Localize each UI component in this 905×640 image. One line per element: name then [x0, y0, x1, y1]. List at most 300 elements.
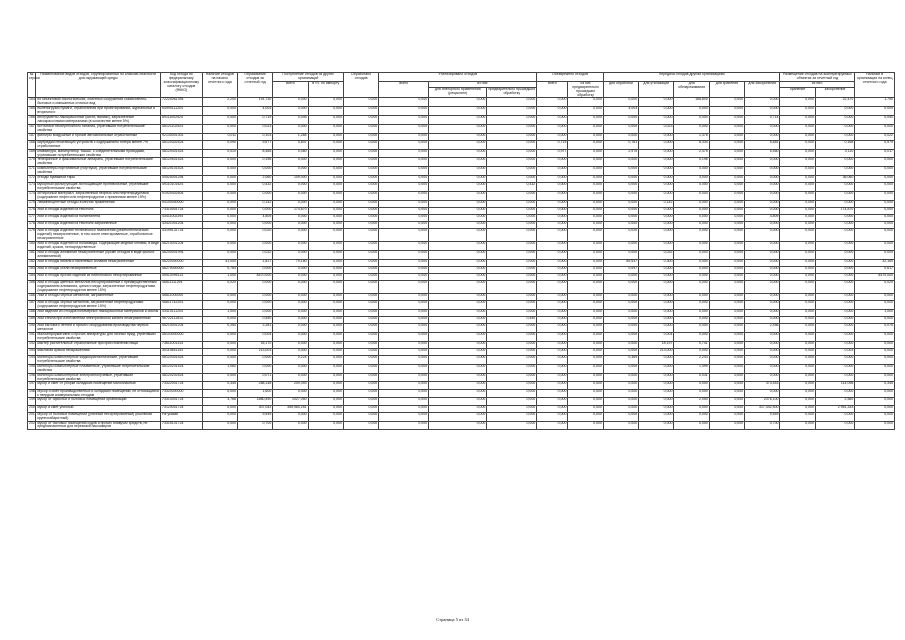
table-cell: 0,000 [674, 107, 709, 116]
table-cell: 0,000 [568, 183, 603, 192]
table-cell: 2,200 [202, 98, 237, 107]
table-cell: 355,960,251 [273, 405, 308, 412]
table-cell: 0,000 [429, 183, 487, 192]
table-cell: 0,000 [603, 200, 638, 207]
table-cell: 0,000 [487, 356, 537, 365]
table-cell: 0,000 [237, 167, 272, 176]
table-cell: 0,000 [568, 140, 603, 149]
fkko-code-cell: 72220061394 [161, 98, 203, 107]
table-cell: 1,376 [674, 133, 709, 140]
table-cell: 0,000 [855, 373, 895, 382]
fkko-code-cell: 49110101524 [161, 183, 203, 192]
table-cell: 0,000 [855, 250, 895, 259]
fkko-code-cell: 43421001204 [161, 222, 203, 229]
table-cell: 0,000 [273, 192, 308, 201]
table-cell: 0,090 [202, 140, 237, 149]
table-cell: 2 951,333 [815, 405, 855, 412]
row-number-cell: 166 [28, 116, 36, 125]
table-cell: 0,000 [308, 207, 343, 214]
row-number-cell: 174 [28, 192, 36, 201]
table-cell: 0,000 [568, 192, 603, 201]
table-cell: 0,000 [815, 281, 855, 294]
table-cell: 0,000 [429, 242, 487, 251]
table-cell: 0,000 [780, 133, 815, 140]
table-cell: 0,075 [855, 324, 895, 333]
table-cell: 4,003 [237, 107, 272, 116]
table-cell: 0,000 [429, 116, 487, 125]
table-cell: 0,000 [237, 242, 272, 251]
table-cell: 0,000 [487, 421, 537, 430]
table-cell: 0,000 [603, 364, 638, 373]
table-cell: 0,000 [202, 207, 237, 214]
waste-name-cell: источники бесперебойного питания, утратившие потребительские свойства [36, 124, 161, 133]
table-cell: 0,000 [780, 389, 815, 398]
table-cell: 0,000 [537, 309, 568, 316]
table-cell: 174,870 [273, 207, 308, 214]
table-cell: 0,000 [745, 301, 780, 310]
table-cell: 0,000 [202, 229, 237, 242]
table-cell: 0,000 [745, 341, 780, 348]
table-row [28, 412, 895, 421]
table-cell: 0,000 [709, 382, 744, 389]
table-cell: 0,000 [237, 281, 272, 294]
table-cell: 0,000 [815, 124, 855, 133]
table-row [28, 348, 895, 355]
table-cell: 0,000 [202, 250, 237, 259]
table-cell: 0,000 [639, 176, 674, 183]
table-cell: 109,000 [273, 176, 308, 183]
table-cell: 0,000 [237, 309, 272, 316]
table-cell: 0,000 [273, 250, 308, 259]
table-row [28, 398, 895, 405]
table-cell: 0,020 [237, 229, 272, 242]
table-cell: 0,000 [674, 215, 709, 222]
table-cell: 0,000 [308, 200, 343, 207]
table-row [28, 158, 895, 167]
table-cell: 1,000 [855, 309, 895, 316]
table-cell: 0,000 [674, 316, 709, 323]
table-cell: 0,000 [379, 301, 429, 310]
table-cell: 5,460 [745, 149, 780, 158]
table-cell: 0,000 [487, 242, 537, 251]
table-cell: 0,000 [308, 421, 343, 430]
table-cell: 0,000 [709, 324, 744, 333]
table-cell: 0,000 [379, 192, 429, 201]
table-cell: 0,000 [780, 192, 815, 201]
table-cell: 0,000 [237, 301, 272, 310]
row-number-cell: 181 [28, 250, 36, 259]
table-cell: 0,000 [273, 301, 308, 310]
table-cell: 0,000 [308, 222, 343, 229]
table-cell: 0,000 [745, 176, 780, 183]
table-cell: 0,000 [815, 259, 855, 266]
table-cell: 0,000 [429, 356, 487, 365]
table-cell: 0,000 [202, 332, 237, 341]
table-cell: 0,031 [674, 373, 709, 382]
table-cell: 0,000 [429, 309, 487, 316]
row-number-cell: 183 [28, 266, 36, 273]
fkko-code-cell: 48120301524 [161, 356, 203, 365]
fkko-code-cell: 48120401524 [161, 149, 203, 158]
table-cell: 0,000 [343, 222, 378, 229]
fkko-code-cell: 55210001204 [161, 324, 203, 333]
table-cell: 0,000 [429, 149, 487, 158]
table-cell: 0,000 [308, 259, 343, 266]
waste-name-cell: Мусор и смет производственных и складских помещений, не относящийся к твердым коммунальным отходам [37, 388, 159, 397]
table-cell: 0,000 [709, 183, 744, 192]
table-cell: 0,000 [308, 316, 343, 323]
table-cell: 0,000 [537, 332, 568, 341]
row-number-cell: 188 [28, 309, 36, 316]
table-cell: 0,000 [815, 116, 855, 125]
waste-name-cell: компьютеры портативные (ноутбуки), утратившие потребительские свойства [36, 167, 161, 176]
waste-name-cell: мониторы компьютерные плазменные, утратившие потребительские свойства [36, 364, 161, 373]
table-cell: 0,000 [568, 332, 603, 341]
table-cell: 0,000 [429, 389, 487, 398]
table-cell: 0,000 [780, 229, 815, 242]
table-cell: 0,000 [429, 348, 487, 355]
fkko-code-cell: 91920402604 [161, 192, 203, 201]
table-row [28, 356, 895, 365]
table-cell: 0,000 [379, 266, 429, 273]
waste-report-table [27, 72, 895, 430]
table-cell: 0,000 [273, 389, 308, 398]
table-cell: 0,000 [603, 124, 638, 133]
table-cell: 0,000 [568, 274, 603, 281]
header-processed: Обработано отходов [343, 73, 378, 98]
table-cell: 0,000 [487, 405, 537, 412]
table-cell: 1,080 [202, 364, 237, 373]
table-cell: 0,000 [202, 124, 237, 133]
table-cell: 0,168 [815, 140, 855, 149]
waste-name-cell: лом и отходы изделий из текстиля загрязненные [36, 222, 161, 229]
table-cell: 0,110 [815, 149, 855, 158]
table-cell: 0,000 [429, 421, 487, 430]
waste-name-cell: лом и отходы прочих изделий из нейлонового несортированные [36, 274, 161, 281]
table-cell: 0,000 [429, 398, 487, 405]
table-cell: 0,000 [815, 215, 855, 222]
waste-name-cell: пылепогрузки бумаги, отработанная при проектировании, журнальных и вторичного [36, 107, 161, 116]
fkko-code-cell: 46270000000 [161, 266, 203, 273]
table-cell: 1880,490 [237, 398, 272, 405]
table-cell: 0,000 [537, 215, 568, 222]
table-cell: 0,000 [568, 158, 603, 167]
waste-name-cell: мусор от офисных и бытовых помещений организаций [36, 398, 161, 405]
row-number-cell: 175 [28, 200, 36, 207]
table-cell: 0,000 [202, 405, 237, 412]
fkko-code-cell: 43199131724 [161, 229, 203, 242]
table-cell: 0,000 [273, 274, 308, 281]
table-cell: 0,000 [202, 200, 237, 207]
table-cell: 0,000 [273, 222, 308, 229]
table-cell: 0,000 [308, 266, 343, 273]
table-cell: 0,000 [343, 124, 378, 133]
table-cell: 0,000 [343, 242, 378, 251]
table-cell: 1,600 [237, 389, 272, 398]
row-number-cell: 185 [28, 281, 36, 294]
table-cell: 0,000 [855, 341, 895, 348]
table-cell: 0,000 [343, 301, 378, 310]
table-cell: 0,000 [379, 421, 429, 430]
table-cell: 0,000 [429, 324, 487, 333]
table-cell: 8470,000 [855, 274, 895, 281]
table-cell: 0,000 [745, 207, 780, 214]
table-cell: 0,000 [855, 200, 895, 207]
table-cell: 0,000 [709, 158, 744, 167]
table-cell: 0,000 [780, 207, 815, 214]
table-cell: 0,000 [674, 192, 709, 201]
table-cell: 0,000 [639, 301, 674, 310]
table-cell: 0,022 [855, 133, 895, 140]
row-number-cell: 173 [28, 183, 36, 192]
table-cell: 0,000 [639, 412, 674, 421]
row-number-cell: 179 [28, 229, 36, 242]
fkko-code-cell: 73310001724 [161, 207, 203, 214]
table-cell: 0,000 [709, 421, 744, 430]
table-cell: 0,017 [855, 149, 895, 158]
header-transfer-neutralization: для обезвреживания [674, 81, 709, 98]
table-cell: 0,000 [308, 389, 343, 398]
table-cell: 0,000 [603, 98, 638, 107]
table-cell: 0,000 [855, 183, 895, 192]
table-cell: 0,000 [815, 364, 855, 373]
table-cell: 307,042 [237, 405, 272, 412]
table-cell: 0,000 [379, 107, 429, 116]
row-number-cell: 176 [28, 207, 36, 214]
table-cell: 0,000 [674, 116, 709, 125]
table-cell: 0,000 [487, 293, 537, 300]
table-cell: 0,000 [487, 107, 537, 116]
table-cell: 0,000 [273, 332, 308, 341]
waste-name-cell: лом и отходы изделий из текстиля [36, 207, 161, 214]
table-cell: 0,000 [709, 389, 744, 398]
table-cell: 174,870 [815, 207, 855, 214]
table-cell: 0,000 [745, 183, 780, 192]
table-cell: 79,180 [273, 259, 308, 266]
table-cell: 0,000 [202, 116, 237, 125]
table-cell: 18,197 [639, 341, 674, 348]
table-cell: 0,000 [273, 281, 308, 294]
table-cell: 18,170 [237, 341, 272, 348]
table-cell: 0,000 [343, 398, 378, 405]
table-cell: 0,000 [568, 229, 603, 242]
table-cell: 0,000 [487, 149, 537, 158]
table-cell: 0,000 [429, 405, 487, 412]
table-cell: 0,000 [379, 405, 429, 412]
table-cell: 0,000 [568, 348, 603, 355]
table-cell: 0,000 [308, 133, 343, 140]
table-cell: 0,000 [429, 176, 487, 183]
table-cell: 0,000 [674, 382, 709, 389]
table-cell: 0,000 [429, 200, 487, 207]
table-cell: 9,677 [237, 140, 272, 149]
table-cell: 0,000 [487, 133, 537, 140]
table-cell: 0,000 [537, 274, 568, 281]
table-cell: 0,000 [202, 293, 237, 300]
table-cell: 2,560 [815, 398, 855, 405]
table-cell: 0,000 [273, 266, 308, 273]
table-cell: 0,000 [202, 158, 237, 167]
table-cell: 0,000 [639, 183, 674, 192]
table-cell: 0,000 [855, 348, 895, 355]
table-cell: 0,000 [568, 207, 603, 214]
table-cell: 0,714 [745, 116, 780, 125]
table-cell: 0,000 [568, 389, 603, 398]
table-row [28, 266, 895, 273]
table-cell: 0,000 [487, 250, 537, 259]
table-cell: 0,300 [639, 259, 674, 266]
table-cell: 0,000 [487, 274, 537, 281]
fkko-code-cell: 92130001301 [161, 133, 203, 140]
table-cell: 0,000 [537, 176, 568, 183]
table-cell: 0,000 [709, 167, 744, 176]
table-cell: 0,000 [308, 183, 343, 192]
table-cell: 0,000 [537, 389, 568, 398]
table-cell: 0,000 [639, 133, 674, 140]
row-number-cell: 169 [28, 149, 36, 158]
table-cell: 0,000 [202, 341, 237, 348]
table-cell: 0,000 [780, 324, 815, 333]
table-row [28, 316, 895, 323]
table-cell: 0,000 [379, 98, 429, 107]
table-cell: 0,000 [343, 389, 378, 398]
table-cell: 0,000 [487, 116, 537, 125]
header-placed-storage: хранение [780, 87, 815, 98]
table-cell: 0,000 [780, 158, 815, 167]
table-cell: 0,000 [780, 421, 815, 430]
table-row [28, 324, 895, 333]
table-cell: 0,000 [780, 332, 815, 341]
table-cell: 22,470 [815, 98, 855, 107]
table-cell: 0,000 [639, 382, 674, 389]
row-number-cell: 192 [28, 341, 36, 348]
table-cell: 0,000 [429, 301, 487, 310]
row-number-cell: 189 [28, 316, 36, 323]
table-cell: 0,000 [674, 167, 709, 176]
table-row [28, 140, 895, 149]
row-number-cell: 167 [28, 124, 36, 133]
waste-name-cell: лом и отходы алюминия незагрязненные (кроме отходов в виде фольги алюминиевой) [36, 250, 161, 259]
table-cell: 0,000 [379, 140, 429, 149]
table-cell: 0,719 [237, 116, 272, 125]
table-cell: 0,000 [308, 281, 343, 294]
table-cell: 0,000 [487, 266, 537, 273]
fkko-code-cell: 94100000000 [161, 200, 203, 207]
table-cell: 0,000 [780, 149, 815, 158]
table-cell: 4,809 [237, 215, 272, 222]
table-cell: 0,000 [273, 215, 308, 222]
table-cell: 0,000 [343, 116, 378, 125]
table-cell: 0,000 [379, 398, 429, 405]
table-cell: 0,977 [537, 149, 568, 158]
table-cell: 0,000 [674, 332, 709, 341]
table-cell: 0,000 [343, 207, 378, 214]
table-cell: 0,000 [537, 133, 568, 140]
table-cell: 0,000 [379, 382, 429, 389]
table-cell: 0,000 [343, 364, 378, 373]
header-received: Поступление отходов из других организаций [273, 73, 344, 82]
table-cell: 0,000 [568, 107, 603, 116]
table-cell: 0,000 [379, 259, 429, 266]
table-cell: 0,000 [273, 183, 308, 192]
table-cell: 0,000 [745, 242, 780, 251]
table-cell: 0,000 [603, 293, 638, 300]
table-cell: 0,000 [237, 364, 272, 373]
table-cell: 0,000 [379, 341, 429, 348]
row-number-cell: 182 [28, 259, 36, 266]
table-cell: 0,000 [603, 242, 638, 251]
table-cell: 0,000 [603, 398, 638, 405]
table-cell: 0,000 [780, 373, 815, 382]
table-cell: 0,000 [308, 324, 343, 333]
waste-name-cell: Малоинформативно и прочих аппаратуры для личных нужд, утративших потребительские свойства [36, 332, 161, 341]
fkko-code-cell: 46220000000 [161, 259, 203, 266]
table-cell: 0,000 [343, 266, 378, 273]
table-cell: 0,000 [855, 229, 895, 242]
table-cell: 0,000 [780, 356, 815, 365]
table-cell: 0,000 [237, 192, 272, 201]
table-cell: 0,000 [780, 98, 815, 107]
table-cell: 0,000 [237, 356, 272, 365]
table-cell: 1,499 [674, 364, 709, 373]
table-cell: 0,000 [603, 215, 638, 222]
table-cell: 2,281 [237, 324, 272, 333]
table-cell: 0,000 [343, 107, 378, 116]
table-cell: 0,000 [487, 398, 537, 405]
table-cell: 0,032 [639, 250, 674, 259]
table-cell: 0,000 [815, 222, 855, 229]
table-cell: 0,000 [343, 158, 378, 167]
table-cell: 0,000 [815, 167, 855, 176]
table-cell: 0,000 [379, 316, 429, 323]
table-cell: 0,000 [568, 281, 603, 294]
table-cell: 0,000 [379, 116, 429, 125]
table-cell: 0,000 [780, 341, 815, 348]
table-cell: 0,000 [202, 215, 237, 222]
fkko-code-cell: 46811111294 [161, 281, 203, 294]
table-cell: 0,000 [308, 398, 343, 405]
table-cell: 0,103 [237, 133, 272, 140]
table-cell: 4,003 [603, 107, 638, 116]
table-cell: 0,000 [273, 364, 308, 373]
table-cell: 0,000 [674, 259, 709, 266]
table-cell: 0,000 [780, 200, 815, 207]
table-cell: 0,000 [780, 222, 815, 229]
table-cell: 0,000 [780, 309, 815, 316]
table-cell: 0,000 [674, 309, 709, 316]
table-cell: 0,000 [273, 341, 308, 348]
table-cell: 0,000 [237, 293, 272, 300]
fkko-code-cell: 48120201524 [161, 364, 203, 373]
table-cell: 0,000 [429, 140, 487, 149]
table-cell: 0,000 [429, 98, 487, 107]
table-cell: 0,000 [780, 250, 815, 259]
table-cell: 0,000 [855, 364, 895, 373]
table-cell: 0,000 [568, 176, 603, 183]
waste-name-cell: Лом и отходы черных металлов, загрязненные [36, 293, 161, 300]
table-cell: 0,000 [815, 293, 855, 300]
table-cell: 0,000 [603, 274, 638, 281]
table-cell: 0,000 [603, 207, 638, 214]
table-cell: 0,000 [273, 293, 308, 300]
table-cell: 0,000 [674, 389, 709, 398]
table-cell: 0,000 [709, 341, 744, 348]
fkko-code-cell: 40520001294 [161, 176, 203, 183]
table-cell: 0,000 [780, 259, 815, 266]
table-cell: 0,000 [537, 266, 568, 273]
fkko-code-cell: 48120302524 [161, 140, 203, 149]
table-cell: 0,000 [343, 293, 378, 300]
